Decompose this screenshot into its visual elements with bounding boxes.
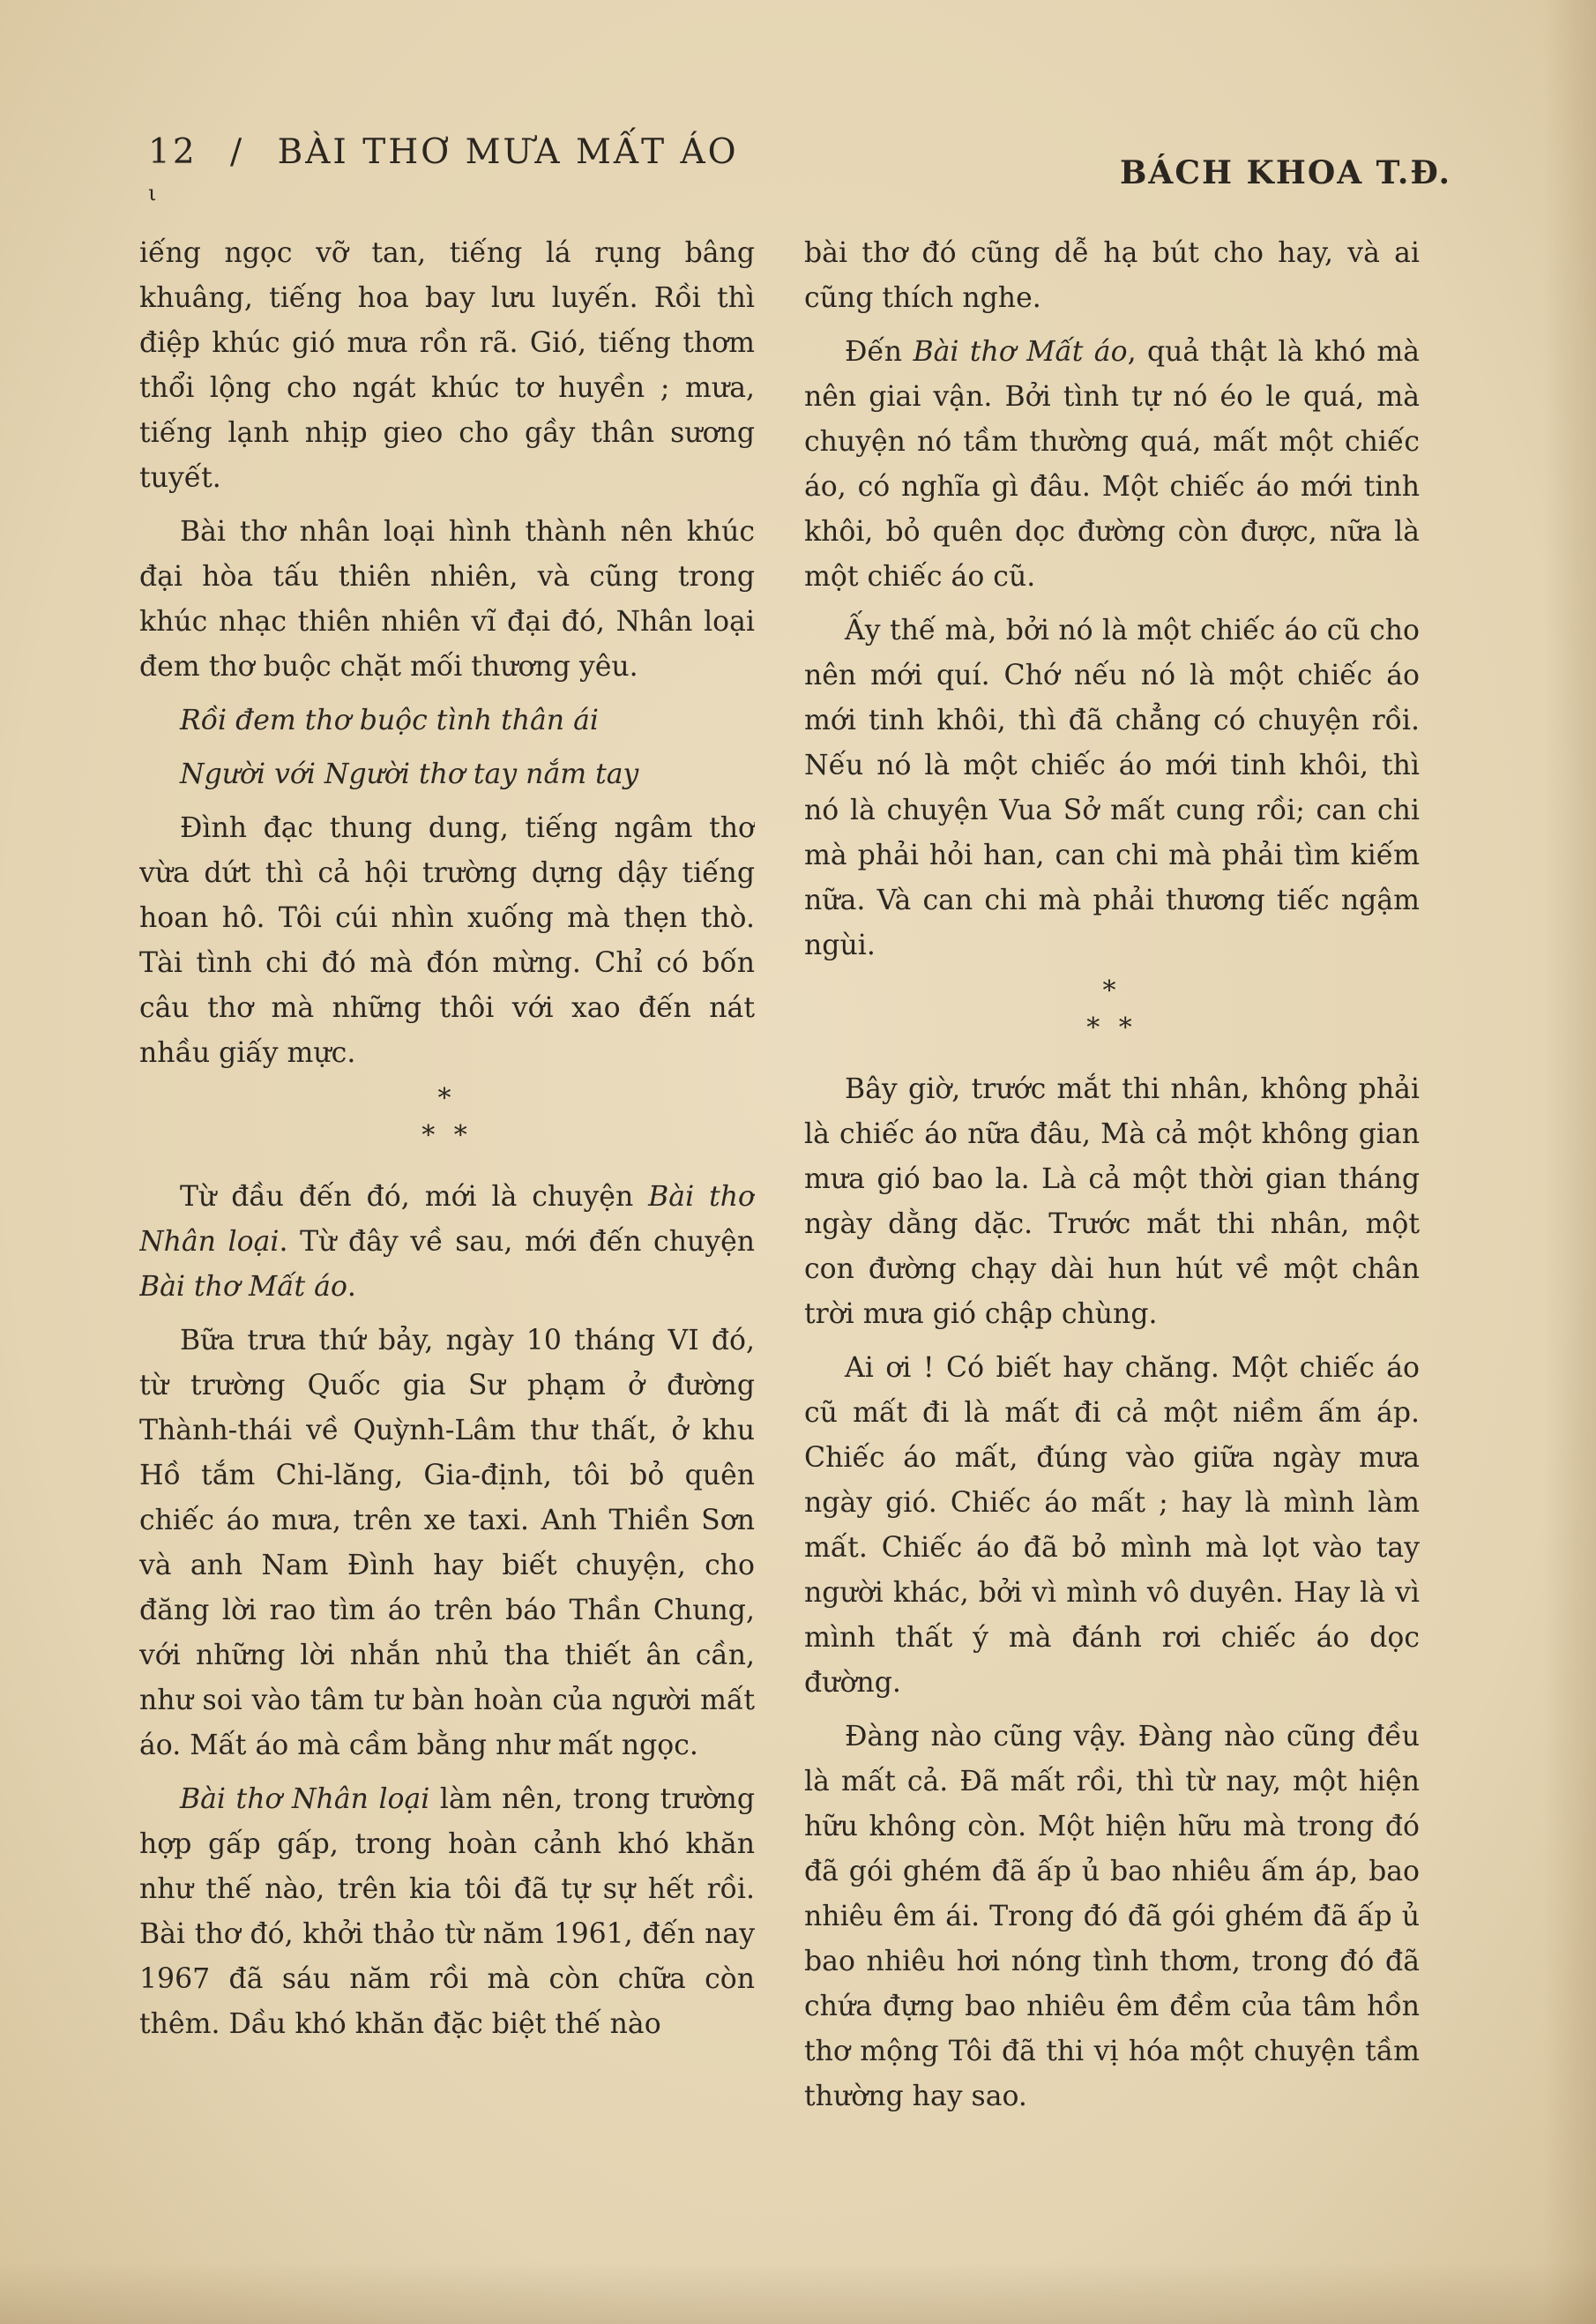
- paragraph: Ấy thế mà, bởi nó là một chiếc áo cũ cho nên mới quí. Chớ nếu nó là một chiếc áo mới tinh khôi, thì đã chẳng có chuyện rồi. Nếu nó là một chiếc áo mới tinh khôi, thì nó là chuyện Vua Sở mất cung rồi; can chi mà phải hỏi han, can chi mà phải tìm kiếm nữa. Và can chi mà phải thương tiếc ngậm ngùi.: [804, 615, 1420, 961]
- section-divider-bottom: [804, 1002, 1420, 1055]
- italic-title: Bài thơ Mất áo: [913, 336, 1128, 368]
- paragraph: Ai ơi ! Có biết hay chăng. Một chiếc áo cũ mất đi là mất đi cả một niềm ấm áp. Chiếc áo mất, đúng vào giữa ngày mưa ngày gió. Chiếc áo mất ; hay là mình làm mất. Chiếc áo đã bỏ mình mà lọt vào tay người khác, bởi vì mình vô duyên. Hay là vì mình thất ý mà đánh rơi chiếc áo dọc đường.: [804, 1352, 1420, 1699]
- page-header-left: [148, 132, 818, 185]
- verse-line: Rồi đem thơ buộc tình thân ái: [180, 705, 599, 736]
- paragraph: Đàng nào cũng vậy. Đàng nào cũng đều là mất cả. Đã mất rồi, thì từ nay, một hiện hữu không còn. Một hiện hữu mà trong đó đã gói ghém đã ấp ủ bao nhiêu ấm áp, bao nhiêu êm ái. Trong đó đã gói ghém đã ấp ủ bao nhiêu hơi nóng tình thơm, trong đó đã chứa đựng bao nhiêu êm đềm của tâm hồn thơ mộng Tôi đã thi vị hóa một chuyện tầm thường hay sao.: [804, 1721, 1420, 2112]
- text-run: Từ đầu đến đó, mới là chuyện: [180, 1181, 649, 1213]
- text-run: Đến: [845, 336, 914, 368]
- paragraph: Bây giờ, trước mắt thi nhân, không phải là chiếc áo nữa đâu, Mà cả một không gian mưa gió bao la. Là cả một thời gian tháng ngày dằng dặc. Trước mắt thi nhân, một con đường chạy dài hun hút về một chân trời mưa gió chập chùng.: [804, 1073, 1420, 1330]
- left-column: [139, 231, 755, 2171]
- text-run: .: [347, 1271, 356, 1303]
- divider-star-bottom: * *: [421, 1120, 473, 1151]
- divider-star-top: *: [437, 1083, 457, 1114]
- text-run: . Từ đây về sau, mới đến chuyện: [279, 1226, 755, 1258]
- paragraph: [804, 330, 1420, 600]
- header-mark: ι: [148, 181, 157, 205]
- paragraph: bài thơ đó cũng dễ hạ bút cho hay, và ai cũng thích nghe.: [804, 237, 1420, 314]
- paragraph: iếng ngọc vỡ tan, tiếng lá rụng bâng khuâng, tiếng hoa bay lưu luyến. Rồi thì điệp khúc gió mưa rồn rã. Gió, tiếng thơm thổi lộng cho ngát khúc tơ huyền ; mưa, tiếng lạnh nhịp gieo cho gầy thân sương tuyết.: [139, 237, 755, 494]
- italic-title: Bài thơ Nhân loại: [139, 1181, 755, 1258]
- paragraph: Đình đạc thung dung, tiếng ngâm thơ vừa dứt thì cả hội trường dựng dậy tiếng hoan hô. Tôi cúi nhìn xuống mà thẹn thò. Tài tình chi đó mà đón mừng. Chỉ có bốn câu thơ mà những thôi với xao đến nát nhầu giấy mực.: [139, 812, 755, 1069]
- article-title: BÀI THƠ MƯA MẤT ÁO: [277, 132, 739, 172]
- right-column: [804, 231, 1420, 2171]
- text-run: làm nên, trong trường hợp gấp gấp, trong hoàn cảnh khó khăn như thế nào, trên kia tôi đã tự sự hết rồi. Bài thơ đó, khởi thảo từ năm 1961, đến nay 1967 đã sáu năm rồi mà còn chữa còn thêm. Dầu khó khăn đặc biệt thế nào: [139, 1783, 755, 2040]
- header-separator: /: [230, 132, 245, 172]
- paragraph: [139, 1777, 755, 2047]
- italic-title: Bài thơ Mất áo: [139, 1271, 347, 1303]
- paragraph: Bài thơ nhân loại hình thành nên khúc đại hòa tấu thiên nhiên, và cũng trong khúc nhạc thiên nhiên vĩ đại đó, Nhân loại đem thơ buộc chặt mối thương yêu.: [139, 516, 755, 683]
- section-divider-bottom: [139, 1110, 755, 1162]
- publication-name: BÁCH KHOA T.Đ.: [1120, 154, 1452, 191]
- text-run: , quả thật là khó mà nên giai vận. Bởi tình tự nó éo le quá, mà chuyện nó tầm thường quá, mất một chiếc áo, có nghĩa gì đâu. Một chiếc áo mới tinh khôi, bỏ quên dọc đường còn được, nữa là một chiếc áo cũ.: [804, 336, 1420, 593]
- paragraph: Bữa trưa thứ bảy, ngày 10 tháng VI đó, từ trường Quốc gia Sư phạm ở đường Thành-thái về Quỳnh-Lâm thư thất, ở khu Hồ tắm Chi-lăng, Gia-định, tôi bỏ quên chiếc áo mưa, trên xe taxi. Anh Thiền Sơn và anh Nam Đình hay biết chuyện, cho đăng lời rao tìm áo trên báo Thần Chung, với những lời nhắn nhủ tha thiết ân cần, như soi vào tâm tư bàn hoàn của người mất áo. Mất áo mà cầm bằng như mất ngọc.: [139, 1325, 755, 1761]
- page-bottom-shadow: [0, 2262, 1596, 2324]
- divider-star-bottom: * *: [1086, 1013, 1137, 1043]
- page-edge-shadow: [1543, 0, 1596, 2324]
- page-number: 12: [148, 132, 198, 172]
- divider-star-top: *: [1102, 975, 1122, 1006]
- italic-title: Bài thơ Nhân loại: [180, 1783, 430, 1815]
- paragraph: [139, 1175, 755, 1310]
- verse-line: Người với Người thơ tay nắm tay: [180, 758, 639, 790]
